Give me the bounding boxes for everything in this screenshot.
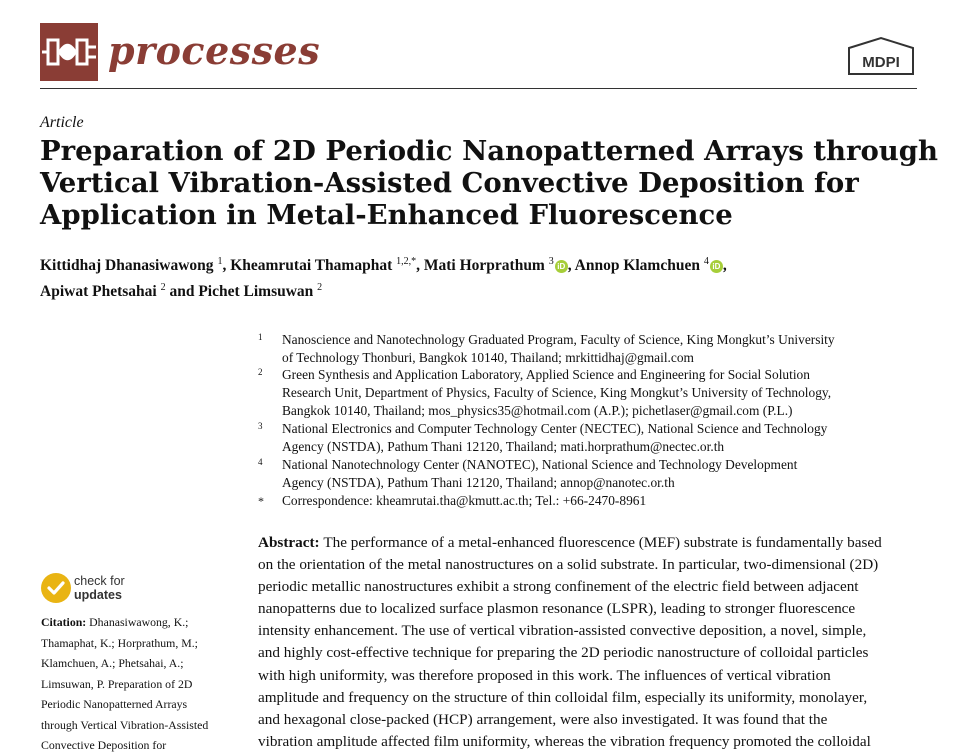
abstract-label: Abstract: [258, 534, 320, 551]
abstract-line: amplitude and frequency on the structure of thin colloidal film, especially its uniformity, monolayer, [258, 688, 868, 706]
publisher-name: MDPI [862, 54, 900, 71]
author-name[interactable]: Apiwat Phetsahai [40, 283, 157, 301]
abstract-line: intensity enhancement. The use of vertical vibration-assisted convective deposition, a novel, simple, [258, 622, 867, 640]
citation-line: Thamaphat, K.; Horprathum, M.; [41, 635, 198, 650]
article-type: Article [40, 114, 84, 131]
orcid-icon[interactable]: iD [555, 260, 568, 273]
author-name[interactable]: Pichet Limsuwan [198, 283, 314, 301]
abstract-line: vibration amplitude affected film uniformity, whereas the vibration frequency promoted the colloidal [258, 732, 871, 750]
abstract: Abstract: The performance of a metal-enhanced fluorescence (MEF) substrate is fundamentally based on the orientation of the metal nanostructures on a solid substrate. In particular, two-dimensional (2D) periodic metallic nanostructures exhibit a strong confinement of the electric field between adjacent nanopatterns due to localized surface plasmon resonance (LSPR), leading to stronger fluorescence intensity enhancement. The use of vertical vibration-assisted convective deposition, a novel, simple, and highly cost-effective technique for preparing the 2D periodic nanostructure of colloidal particles with high uniformity, was therefore proposed in this work. The influences of vertical vibration amplitude and frequency on the structure of thin colloidal film, especially its uniformity, monolayer, and hexagonal close-packed (HCP) arrangement, were also investigated. It was found that the vibration amplitude affected film uniformity, whereas the vibration frequency promoted the colloidal [258, 532, 918, 753]
title-line: Vertical Vibration-Assisted Convective Deposition for [40, 167, 859, 199]
check-updates-icon [41, 573, 71, 603]
abstract-line: and hexagonal close-packed (HCP) arrangement, were also investigated. It was found that the [258, 710, 828, 728]
header-divider [40, 88, 917, 89]
publisher-logo [847, 36, 915, 76]
author-name[interactable]: Annop Klamchuen [574, 257, 700, 275]
article-title [40, 135, 939, 231]
author-name[interactable]: Kheamrutai Thamaphat [230, 257, 393, 275]
abstract-line: nanopatterns due to localized surface plasmon resonance (LSPR), leading to stronger fluorescence [258, 600, 856, 618]
citation-label: Citation: [41, 615, 87, 629]
abstract-line: periodic metallic nanostructures exhibit a strong confinement of the electric field between adjacent [258, 578, 859, 596]
citation-line: Convective Deposition for [41, 738, 167, 752]
citation-line: through Vertical Vibration-Assisted [41, 717, 209, 732]
abstract-line: and highly cost-effective technique for preparing the 2D periodic nanostructure of colloidal particles [258, 644, 869, 662]
orcid-icon[interactable]: iD [710, 260, 723, 273]
abstract-line: with high uniformity, was therefore proposed in this work. The influences of vertical vibration [258, 666, 831, 684]
author-list: Kittidhaj Dhanasiwawong $^1$, Kheamrutai Thamaphat $^{1,2,*}$, Mati Horprathum $^3$ iD , Annop Klamchuen $^4$ iD , Apiwat Phetsahai $^2$ and Pichet Limsuwan $^2$ [40, 256, 727, 301]
citation-line: Periodic Nanopatterned Arrays [41, 697, 188, 711]
abstract-line: on the orientation of the metal nanostructures on a solid substrate. In particular, two-dimensional (2D) [258, 556, 879, 574]
check-for-updates-button[interactable]: check for updates [41, 573, 161, 607]
citation-block: Citation: Dhanasiwawong, K.; Thamaphat, K.; Horprathum, M.; Klamchuen, A.; Phetsahai, A.; Limsuwan, P. Preparation of 2D Periodic Nanopatterned Arrays through Vertical Vibration-Assisted Convective Deposition for [41, 612, 241, 756]
citation-line: Klamchuen, A.; Phetsahai, A.; [41, 656, 184, 670]
citation-line: Limsuwan, P. Preparation of 2D [41, 676, 193, 691]
author-name[interactable]: Kittidhaj Dhanasiwawong [40, 257, 214, 275]
journal-logo-icon [40, 23, 98, 81]
title-line: Application in Metal-Enhanced Fluorescence [40, 199, 733, 231]
journal-name: processes [108, 28, 321, 73]
title-line: Preparation of 2D Periodic Nanopatterned Arrays through [40, 135, 939, 167]
author-name[interactable]: Mati Horprathum [423, 257, 545, 275]
